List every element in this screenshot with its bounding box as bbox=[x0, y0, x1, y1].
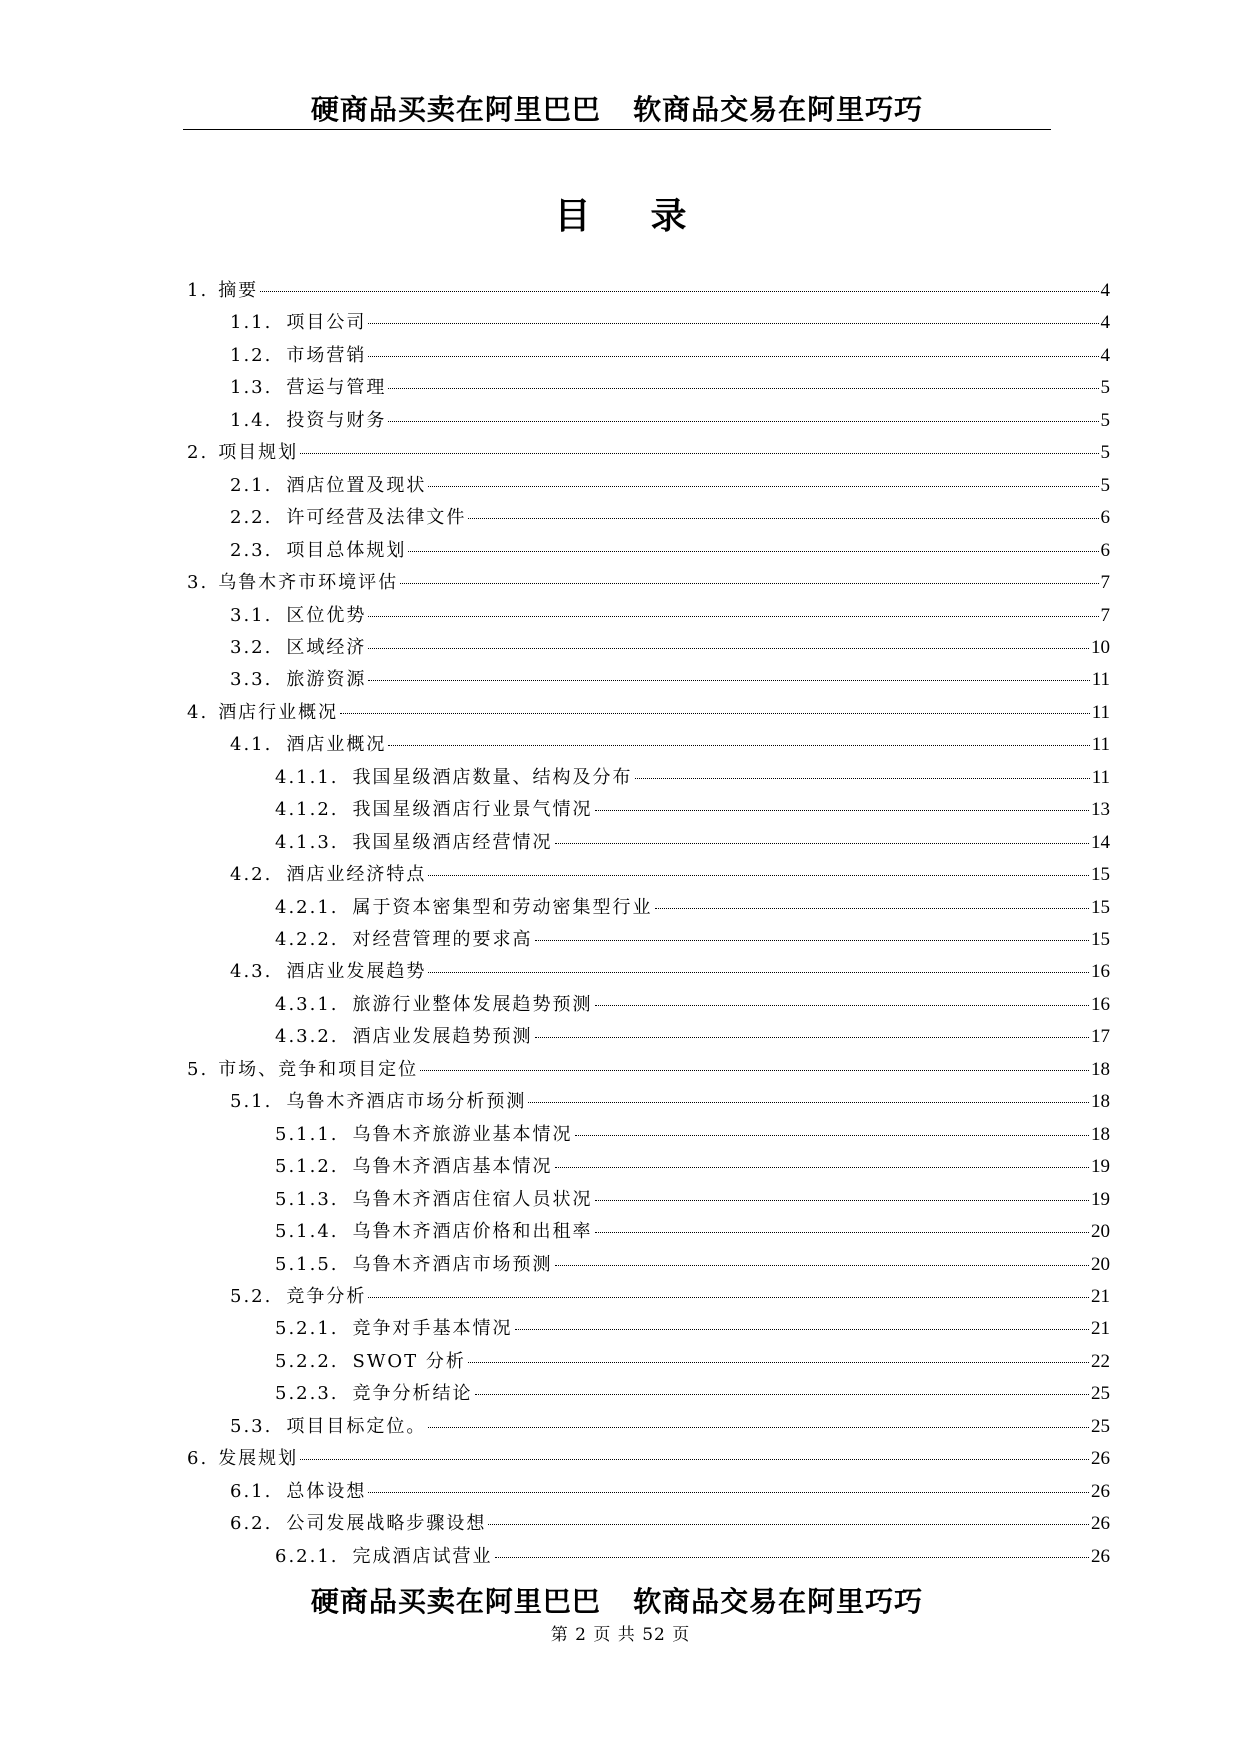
toc-entry-number: 3.2. bbox=[230, 636, 273, 658]
toc-entry[interactable] bbox=[230, 1282, 1110, 1315]
toc-entry[interactable] bbox=[187, 698, 1110, 731]
toc-entry-title: 区域经济 bbox=[286, 636, 367, 658]
toc-entry-title: 公司发展战略步骤设想 bbox=[286, 1513, 487, 1535]
toc-entry-title: 乌鲁木齐酒店住宿人员状况 bbox=[352, 1188, 593, 1210]
toc-leader-dots bbox=[400, 583, 1098, 584]
toc-entry-page: 22 bbox=[1091, 1350, 1110, 1372]
toc-entry-page: 17 bbox=[1091, 1026, 1110, 1048]
toc-entry-page: 11 bbox=[1091, 669, 1110, 691]
toc-entry[interactable] bbox=[230, 633, 1110, 666]
toc-entry-page: 5 bbox=[1100, 409, 1110, 431]
toc-entry-number: 5.1.2. bbox=[275, 1156, 339, 1178]
toc-leader-dots bbox=[368, 680, 1089, 681]
toc-title: 目录 bbox=[554, 195, 747, 237]
toc-entry[interactable] bbox=[275, 990, 1110, 1023]
toc-entry-page: 13 bbox=[1091, 799, 1110, 821]
toc-entry-number: 1.3. bbox=[230, 377, 273, 399]
toc-entry-page: 7 bbox=[1100, 604, 1110, 626]
toc-leader-dots bbox=[340, 713, 1090, 714]
toc-entry-title: 属于资本密集型和劳动密集型行业 bbox=[352, 896, 653, 918]
toc-entry-title: 酒店业概况 bbox=[286, 734, 387, 756]
toc-leader-dots bbox=[595, 810, 1089, 811]
toc-entry-number: 3.3. bbox=[230, 669, 273, 691]
toc-entry-title: 我国星级酒店经营情况 bbox=[352, 831, 553, 853]
toc-entry-number: 6.2.1. bbox=[275, 1545, 339, 1567]
toc-entry-title: 我国星级酒店数量、结构及分布 bbox=[352, 766, 633, 788]
toc-entry[interactable] bbox=[230, 406, 1110, 439]
toc-leader-dots bbox=[300, 1459, 1089, 1460]
toc-leader-dots bbox=[368, 323, 1098, 324]
toc-entry-number: 4.3.2. bbox=[275, 1026, 339, 1048]
toc-entry-title: 市场、竞争和项目定位 bbox=[218, 1058, 419, 1080]
toc-entry-number: 6. bbox=[187, 1448, 209, 1470]
toc-entry-number: 1.4. bbox=[230, 409, 273, 431]
toc-leader-dots bbox=[388, 388, 1098, 389]
toc-entry-page: 6 bbox=[1100, 539, 1110, 561]
toc-entry[interactable] bbox=[275, 1314, 1110, 1347]
toc-entry-page: 5 bbox=[1100, 377, 1110, 399]
toc-entry-page: 18 bbox=[1091, 1058, 1110, 1080]
toc-entry-page: 6 bbox=[1100, 507, 1110, 529]
toc-entry-page: 4 bbox=[1100, 280, 1110, 301]
toc-entry-page: 11 bbox=[1091, 701, 1110, 723]
toc-entry-page: 26 bbox=[1091, 1513, 1110, 1535]
toc-entry[interactable] bbox=[275, 828, 1110, 861]
toc-entry-number: 4.2.1. bbox=[275, 896, 339, 918]
toc-entry[interactable] bbox=[275, 1379, 1110, 1412]
toc-entry[interactable] bbox=[275, 1022, 1110, 1055]
toc-entry-title: 酒店位置及现状 bbox=[286, 474, 427, 496]
toc-entry[interactable] bbox=[187, 276, 1110, 309]
toc-entry[interactable] bbox=[275, 1347, 1110, 1380]
toc-entry[interactable] bbox=[275, 1185, 1110, 1218]
toc-entry-title: 旅游行业整体发展趋势预测 bbox=[352, 993, 593, 1015]
toc-entry[interactable] bbox=[275, 1120, 1110, 1153]
toc-entry-page: 15 bbox=[1091, 929, 1110, 950]
toc-entry[interactable] bbox=[275, 1542, 1110, 1575]
toc-entry[interactable] bbox=[230, 1509, 1110, 1542]
toc-leader-dots bbox=[635, 778, 1090, 779]
toc-entry-page: 4 bbox=[1100, 344, 1110, 366]
toc-entry[interactable] bbox=[230, 730, 1110, 763]
toc-leader-dots bbox=[428, 972, 1089, 973]
toc-entry-page: 25 bbox=[1091, 1415, 1110, 1437]
toc-entry-number: 4.1.1. bbox=[275, 766, 339, 788]
toc-entry-title: 酒店业发展趋势预测 bbox=[352, 1026, 533, 1048]
toc-entry-number: 3. bbox=[187, 572, 209, 594]
toc-leader-dots bbox=[595, 1005, 1089, 1006]
toc-entry-number: 1.1. bbox=[230, 312, 273, 334]
toc-leader-dots bbox=[528, 1102, 1089, 1103]
toc-entry-title: 市场营销 bbox=[286, 344, 367, 366]
toc-leader-dots bbox=[300, 453, 1098, 454]
toc-entry[interactable] bbox=[230, 1412, 1110, 1445]
toc-entry-number: 6.2. bbox=[230, 1513, 273, 1535]
toc-leader-dots bbox=[555, 1167, 1089, 1168]
toc-entry-title: 投资与财务 bbox=[286, 409, 387, 431]
toc-entry-page: 10 bbox=[1091, 636, 1110, 658]
toc-entry-page: 18 bbox=[1091, 1123, 1110, 1145]
toc-entry-number: 5. bbox=[187, 1058, 209, 1080]
toc-entry[interactable] bbox=[230, 1087, 1110, 1120]
toc-leader-dots bbox=[368, 1492, 1089, 1493]
toc-entry-page: 16 bbox=[1091, 961, 1110, 983]
toc-leader-dots bbox=[515, 1329, 1089, 1330]
toc-entry-title: 我国星级酒店行业景气情况 bbox=[352, 799, 593, 821]
toc-entry[interactable] bbox=[187, 568, 1110, 601]
toc-entry-page: 21 bbox=[1091, 1285, 1110, 1307]
toc-entry-number: 4.1.3. bbox=[275, 831, 339, 853]
toc-entry-title: 对经营管理的要求高 bbox=[352, 929, 533, 950]
toc-entry[interactable] bbox=[187, 438, 1110, 471]
toc-entry-title: 酒店业发展趋势 bbox=[286, 961, 427, 983]
toc-entry-title: 总体设想 bbox=[286, 1480, 367, 1502]
toc-entry-page: 7 bbox=[1100, 572, 1110, 594]
toc-entry[interactable] bbox=[230, 373, 1110, 406]
toc-entry-title: 竞争对手基本情况 bbox=[352, 1318, 513, 1340]
toc-entry-page: 11 bbox=[1091, 734, 1110, 756]
toc-entry-page: 20 bbox=[1091, 1253, 1110, 1275]
toc-entry-number: 2. bbox=[187, 442, 209, 464]
toc-entry[interactable] bbox=[275, 1217, 1110, 1250]
toc-entry-title: 乌鲁木齐酒店价格和出租率 bbox=[352, 1221, 593, 1243]
toc-entry-number: 5.1.1. bbox=[275, 1123, 339, 1145]
toc-entry[interactable] bbox=[275, 795, 1110, 828]
toc-leader-dots bbox=[468, 1362, 1089, 1363]
toc-entry-number: 4.3. bbox=[230, 961, 273, 983]
toc-entry-number: 6.1. bbox=[230, 1480, 273, 1502]
toc-entry[interactable] bbox=[275, 1250, 1110, 1283]
toc-entry-title: SWOT 分析 bbox=[352, 1350, 466, 1372]
toc-entry-title: 乌鲁木齐市环境评估 bbox=[218, 572, 399, 594]
toc-entry-page: 14 bbox=[1091, 831, 1110, 853]
toc-entry[interactable] bbox=[275, 763, 1110, 796]
toc-entry-title: 项目规划 bbox=[218, 442, 299, 464]
toc-leader-dots bbox=[428, 1427, 1089, 1428]
toc-entry-page: 19 bbox=[1091, 1188, 1110, 1210]
toc-entry-page: 26 bbox=[1091, 1545, 1110, 1567]
toc-leader-dots bbox=[595, 1200, 1089, 1201]
toc-leader-dots bbox=[260, 291, 1098, 292]
toc-entry-page: 4 bbox=[1100, 312, 1110, 334]
toc-entry-number: 2.1. bbox=[230, 474, 273, 496]
toc-entry-title: 项目目标定位。 bbox=[286, 1415, 427, 1437]
toc-entry-title: 酒店行业概况 bbox=[218, 701, 339, 723]
toc-entry-number: 5.2.2. bbox=[275, 1350, 339, 1372]
toc-entry[interactable] bbox=[187, 1055, 1110, 1088]
toc-entry-title: 旅游资源 bbox=[286, 669, 367, 691]
toc-leader-dots bbox=[420, 1070, 1089, 1071]
toc-entry-number: 4. bbox=[187, 701, 209, 723]
toc-entry[interactable] bbox=[230, 341, 1110, 374]
toc-leader-dots bbox=[475, 1394, 1089, 1395]
toc-entry-title: 乌鲁木齐酒店基本情况 bbox=[352, 1156, 553, 1178]
toc-entry-number: 5.3. bbox=[230, 1415, 273, 1437]
toc-leader-dots bbox=[428, 875, 1089, 876]
toc-entry-title: 发展规划 bbox=[218, 1448, 299, 1470]
toc-entry-page: 26 bbox=[1091, 1480, 1110, 1502]
toc-entry-title: 竞争分析结论 bbox=[352, 1383, 473, 1405]
toc-entry-page: 20 bbox=[1091, 1221, 1110, 1243]
toc-entry-page: 26 bbox=[1091, 1448, 1110, 1470]
toc-leader-dots bbox=[468, 518, 1098, 519]
toc-entry[interactable] bbox=[230, 1477, 1110, 1510]
toc-entry-title: 区位优势 bbox=[286, 604, 367, 626]
toc-entry-number: 5.1. bbox=[230, 1091, 273, 1113]
toc-leader-dots bbox=[555, 843, 1089, 844]
toc-entry[interactable] bbox=[230, 308, 1110, 341]
toc-entry-page: 19 bbox=[1091, 1156, 1110, 1178]
toc-entry-title: 竞争分析 bbox=[286, 1285, 367, 1307]
toc-entry-number: 2.3. bbox=[230, 539, 273, 561]
toc-entry[interactable] bbox=[230, 503, 1110, 536]
toc-leader-dots bbox=[368, 1297, 1089, 1298]
toc-entry-page: 15 bbox=[1091, 896, 1110, 918]
toc-entry-page: 11 bbox=[1091, 766, 1110, 788]
toc-leader-dots bbox=[575, 1135, 1089, 1136]
toc-leader-dots bbox=[428, 486, 1098, 487]
toc-entry-page: 5 bbox=[1100, 474, 1110, 496]
toc-entry[interactable] bbox=[275, 1152, 1110, 1185]
toc-entry-page: 15 bbox=[1091, 864, 1110, 886]
toc-leader-dots bbox=[595, 1232, 1089, 1233]
toc-leader-dots bbox=[368, 648, 1089, 649]
toc-entry-number: 4.1. bbox=[230, 734, 273, 756]
toc-entry-title: 乌鲁木齐酒店市场分析预测 bbox=[286, 1091, 527, 1113]
toc-entry-number: 1. bbox=[187, 280, 209, 301]
toc-entry-title: 酒店业经济特点 bbox=[286, 864, 427, 886]
header-rule bbox=[183, 129, 1051, 130]
toc-entry[interactable] bbox=[230, 860, 1110, 893]
toc-leader-dots bbox=[368, 356, 1098, 357]
toc-entry-number: 4.3.1. bbox=[275, 993, 339, 1015]
toc-entry[interactable] bbox=[230, 471, 1110, 504]
toc-leader-dots bbox=[388, 421, 1098, 422]
toc-entry-number: 3.1. bbox=[230, 604, 273, 626]
toc-entry-title: 摘要 bbox=[218, 280, 259, 301]
toc-leader-dots bbox=[535, 940, 1089, 941]
toc-entry-page: 21 bbox=[1091, 1318, 1110, 1340]
toc-entry-number: 2.2. bbox=[230, 507, 273, 529]
toc-entry-number: 4.2. bbox=[230, 864, 273, 886]
toc-entry[interactable] bbox=[275, 925, 1110, 958]
page-footer: 硬商品买卖在阿里巴巴 软商品交易在阿里巧巧 bbox=[310, 1585, 924, 1618]
toc-entry-number: 5.1.4. bbox=[275, 1221, 339, 1243]
toc-leader-dots bbox=[555, 1265, 1089, 1266]
toc-leader-dots bbox=[368, 616, 1098, 617]
page-number: 第 2 页 共 52 页 bbox=[550, 1625, 691, 1645]
toc-entry-number: 5.2.3. bbox=[275, 1383, 339, 1405]
toc-entry-page: 25 bbox=[1091, 1383, 1110, 1405]
toc-entry-number: 5.1.5. bbox=[275, 1253, 339, 1275]
page-header: 硬商品买卖在阿里巴巴 软商品交易在阿里巧巧 bbox=[310, 93, 924, 126]
toc-entry-title: 许可经营及法律文件 bbox=[286, 507, 467, 529]
toc-entry[interactable] bbox=[230, 601, 1110, 634]
toc-entry-title: 乌鲁木齐酒店市场预测 bbox=[352, 1253, 553, 1275]
toc-leader-dots bbox=[388, 745, 1089, 746]
toc-entry-title: 营运与管理 bbox=[286, 377, 387, 399]
toc-entry-page: 18 bbox=[1091, 1091, 1110, 1113]
toc-entry-number: 4.1.2. bbox=[275, 799, 339, 821]
toc-entry-title: 乌鲁木齐旅游业基本情况 bbox=[352, 1123, 573, 1145]
toc-entry-number: 4.2.2. bbox=[275, 929, 339, 950]
toc-entry-title: 项目公司 bbox=[286, 312, 367, 334]
toc-entry-title: 项目总体规划 bbox=[286, 539, 407, 561]
toc-entry-page: 5 bbox=[1100, 442, 1110, 464]
toc-entry-title: 完成酒店试营业 bbox=[352, 1545, 493, 1567]
toc-entry-number: 5.2. bbox=[230, 1285, 273, 1307]
toc-leader-dots bbox=[535, 1037, 1089, 1038]
toc-entry-page: 16 bbox=[1091, 993, 1110, 1015]
toc-leader-dots bbox=[408, 551, 1098, 552]
toc-entry-number: 5.2.1. bbox=[275, 1318, 339, 1340]
toc-leader-dots bbox=[488, 1524, 1089, 1525]
toc-entry[interactable] bbox=[230, 536, 1110, 569]
toc-entry-number: 1.2. bbox=[230, 344, 273, 366]
toc-leader-dots bbox=[655, 908, 1089, 909]
toc-entry-number: 5.1.3. bbox=[275, 1188, 339, 1210]
toc-entry[interactable] bbox=[275, 893, 1110, 926]
toc-entry[interactable] bbox=[187, 1444, 1110, 1477]
toc-entry[interactable] bbox=[230, 665, 1110, 698]
toc-entry[interactable] bbox=[230, 957, 1110, 990]
toc-leader-dots bbox=[495, 1557, 1089, 1558]
